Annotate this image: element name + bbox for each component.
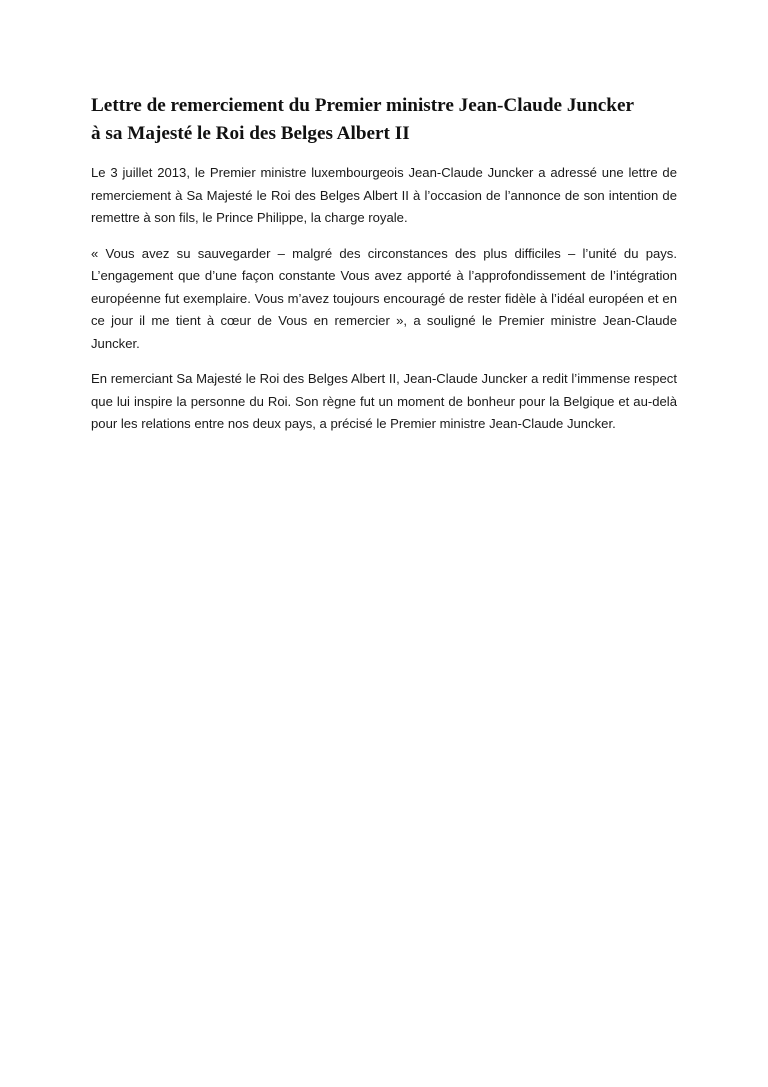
document-content — [91, 92, 677, 449]
title-line-2: à sa Majesté le Roi des Belges Albert II — [91, 123, 410, 144]
paragraph-respect: En remerciant Sa Majesté le Roi des Belges Albert II, Jean-Claude Juncker a redit l’immense respect que lui inspire la personne du Roi. Son règne fut un moment de bonheur pour la Belgique et au-delà pour les relations entre nos deux pays, a précisé le Premier ministre Jean-Claude Juncker. — [91, 371, 677, 431]
paragraph-quote: « Vous avez su sauvegarder – malgré des circonstances des plus difficiles – l’unité du pays. L’engagement que d’une façon constante Vous avez apporté à l’approfondissement de l’intégration européenne fut exemplaire. Vous m’avez toujours encouragé de rester fidèle à l’idéal européen et en ce jour il me tient à cœur de Vous en remercier », a souligné le Premier ministre Jean-Claude Juncker. — [91, 245, 677, 351]
title-line-1: Lettre de remerciement du Premier ministre Jean-Claude Juncker — [91, 95, 634, 116]
paragraph-announcement: Le 3 juillet 2013, le Premier ministre luxembourgeois Jean-Claude Juncker a adressé une lettre de remerciement à Sa Majesté le Roi des Belges Albert II à l’occasion de l’annonce de son intention de remettre à son fils, le Prince Philippe, la charge royale. — [91, 165, 677, 225]
document-title — [91, 92, 677, 148]
